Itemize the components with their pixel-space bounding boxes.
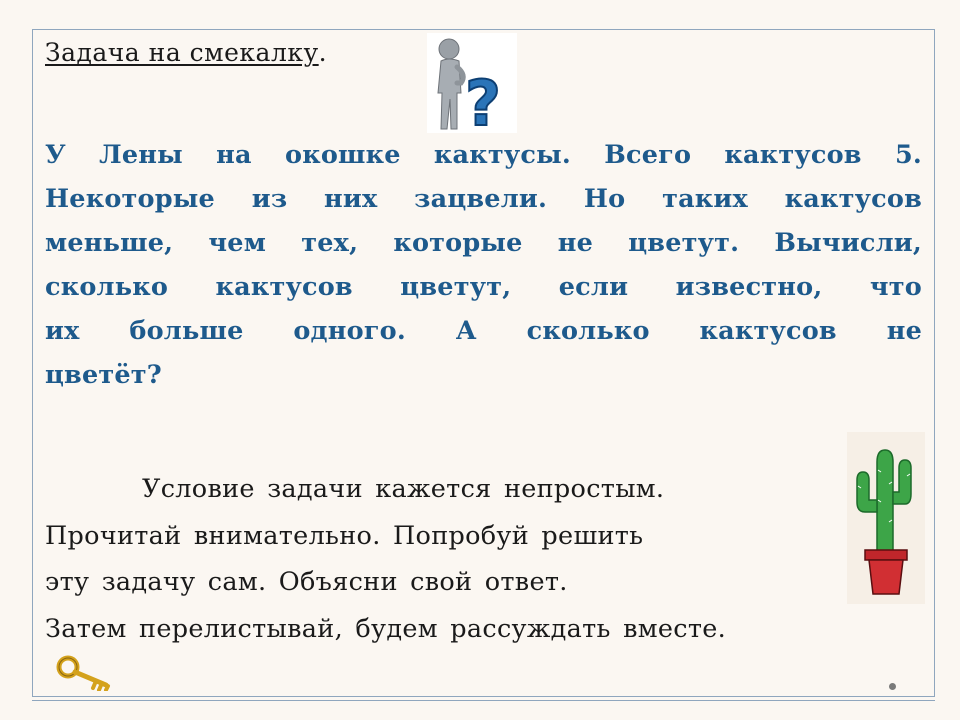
slide-dot-icon[interactable] xyxy=(889,683,896,690)
task-line: цветёт? xyxy=(45,360,162,390)
thinking-person-question-icon xyxy=(427,33,517,133)
task-line: Некоторые из них зацвели. Но таких кактусов xyxy=(45,184,922,214)
task-line: сколько кактусов цветут, если известно, что xyxy=(45,272,922,302)
bottom-divider xyxy=(32,700,935,701)
hint-line: Прочитай внимательно. Попробуй решить xyxy=(45,520,644,551)
svg-text:?: ? xyxy=(465,67,501,133)
title-punct: . xyxy=(318,38,328,67)
task-line: У Лены на окошке кактусы. Всего кактусов 5. xyxy=(45,140,922,170)
hint-line: Условие задачи кажется непростым. xyxy=(142,474,665,504)
task-line: меньше, чем тех, которые не цветут. Вычисли, xyxy=(45,228,922,258)
golden-key-icon xyxy=(56,655,116,691)
title-text: Задача на смекалку xyxy=(45,38,319,67)
hint-text xyxy=(45,466,726,652)
hint-line: эту задачу сам. Объясни свой ответ. xyxy=(45,567,568,597)
hint-line: Затем перелистывай, будем рассуждать вместе. xyxy=(45,613,727,644)
cactus-pot-icon xyxy=(847,432,925,604)
task-line: их больше одного. А сколько кактусов не xyxy=(45,316,922,346)
task-text xyxy=(45,133,922,397)
slide-title xyxy=(45,38,327,67)
